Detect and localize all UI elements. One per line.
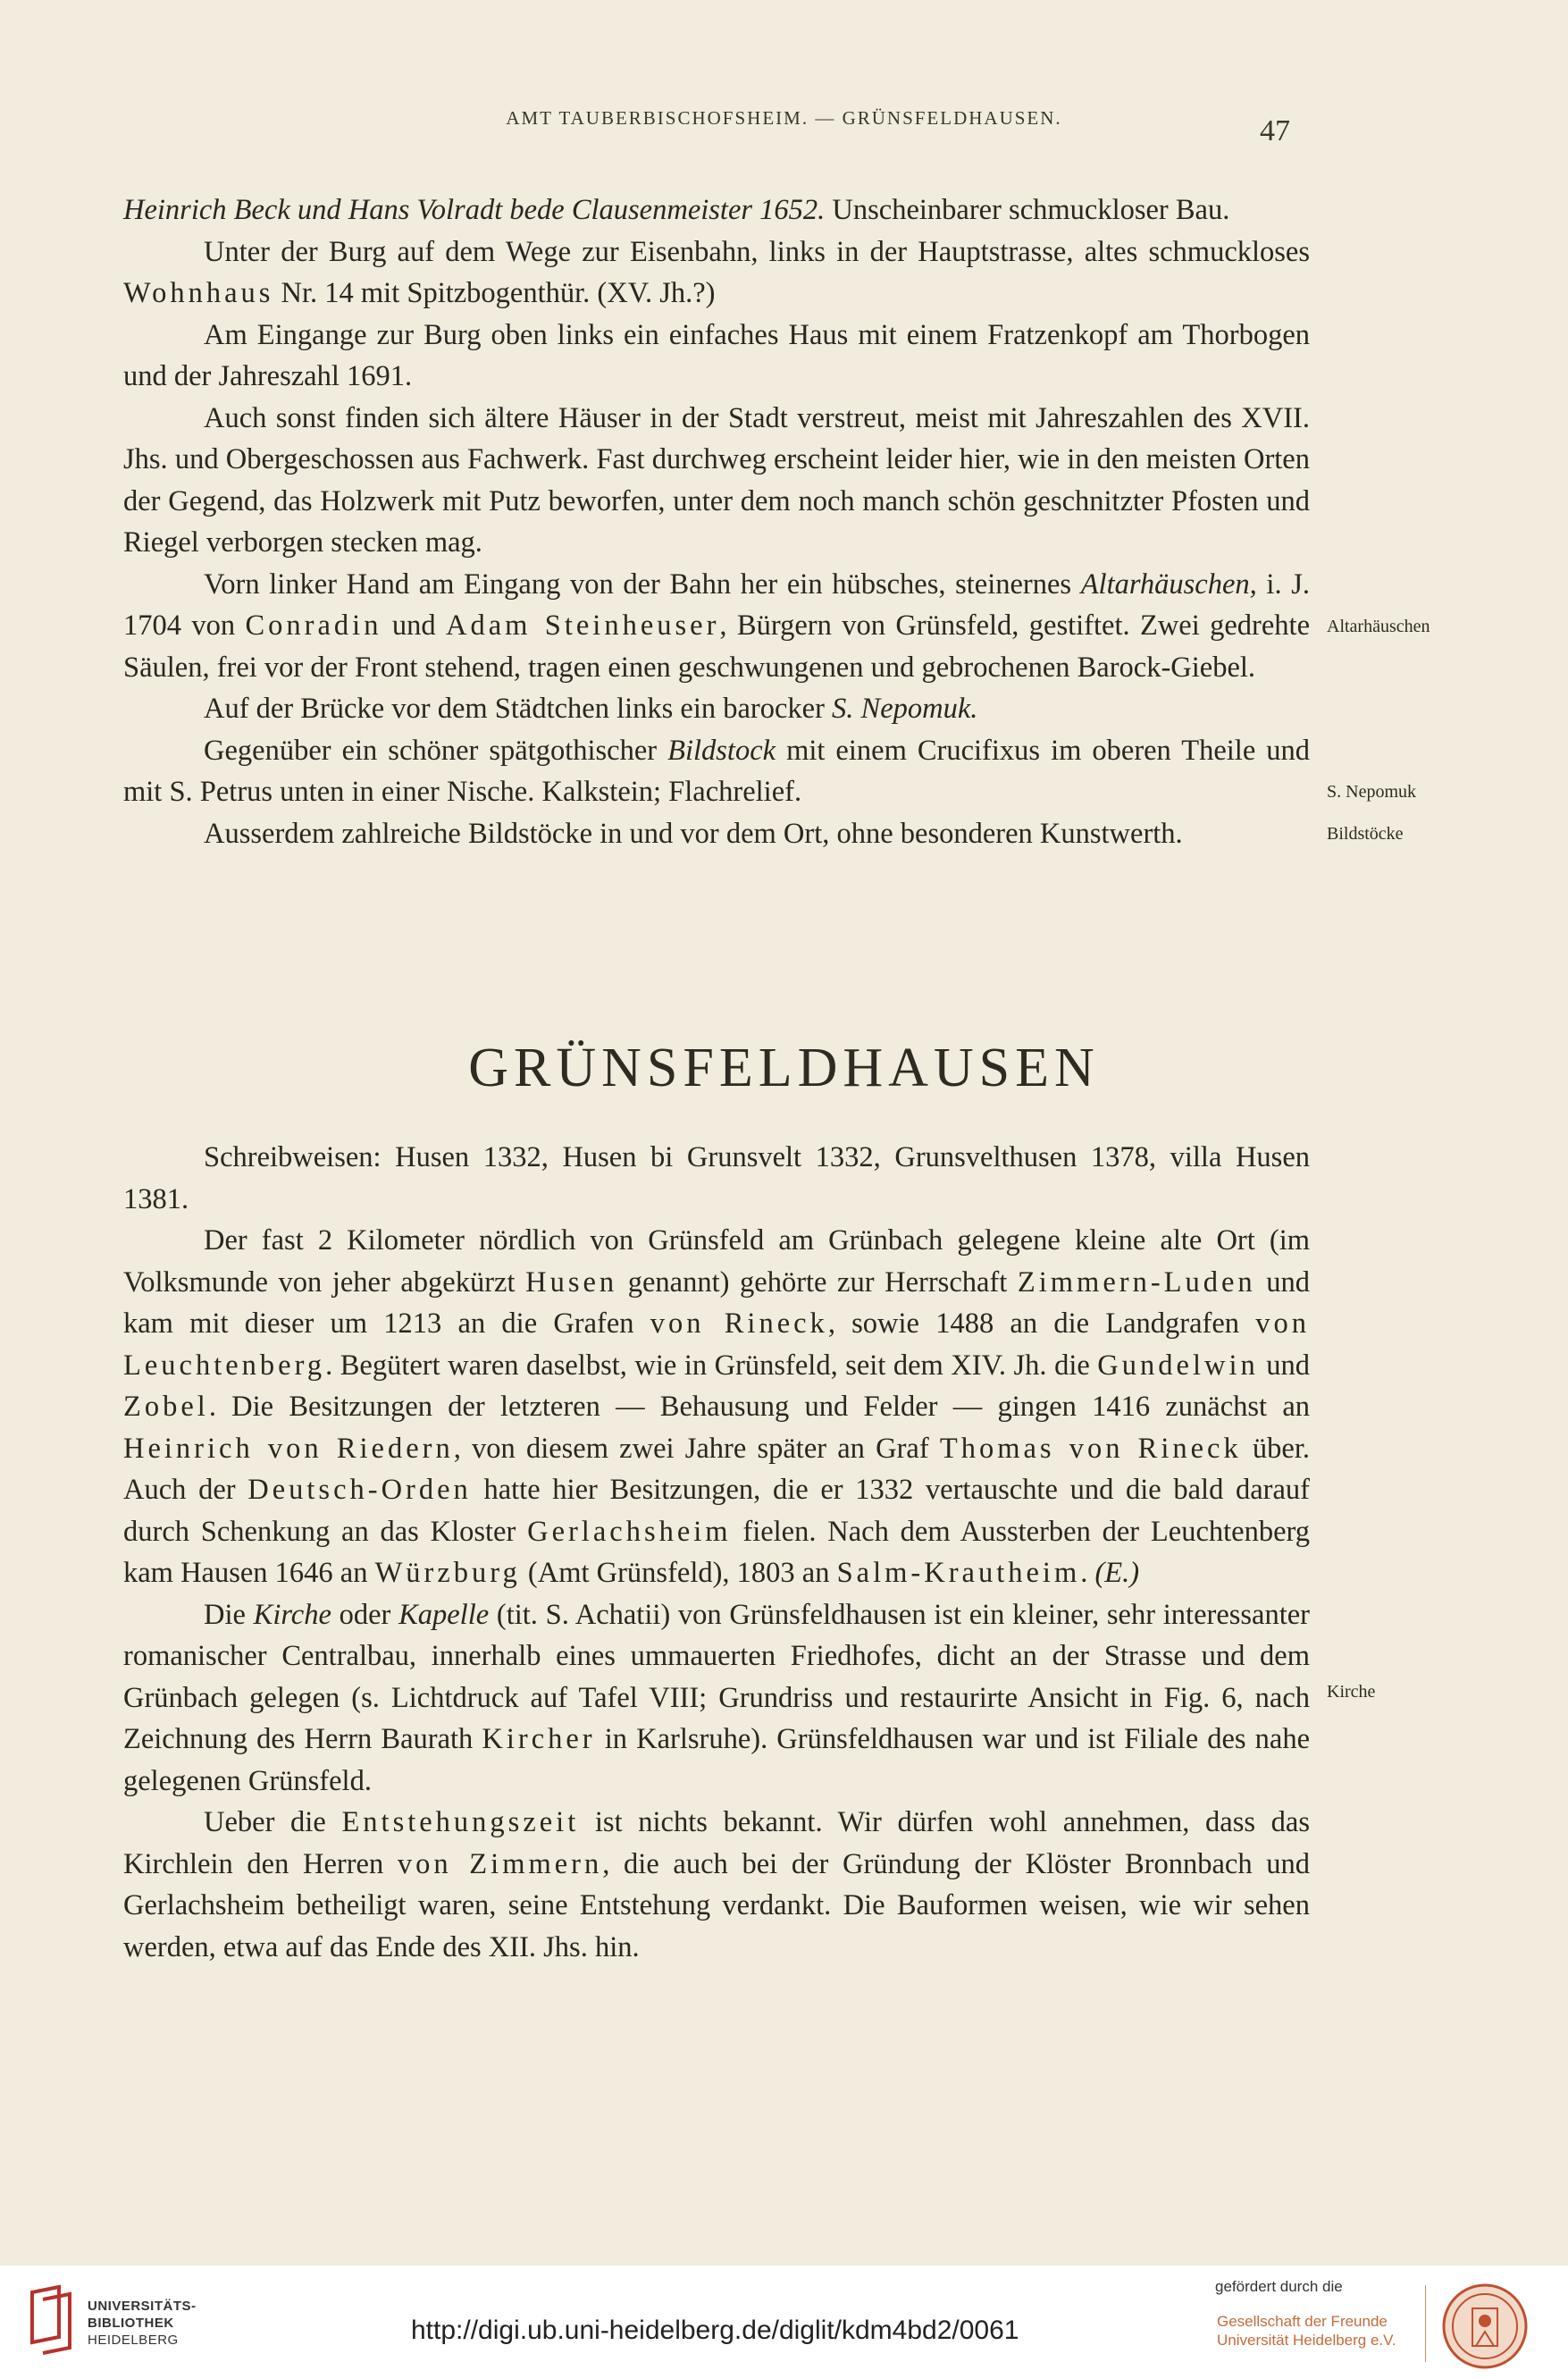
spaced-text: Adam Steinheuser <box>445 609 720 642</box>
text: und <box>1258 1349 1310 1382</box>
sponsor-name <box>1217 2312 1396 2350</box>
text: in Karlsruhe). Grünsfeldhausen war und ist Filiale des nahe gelegenen Grünsfeld. <box>123 1723 1310 1797</box>
text: Ueber die <box>204 1806 342 1838</box>
paragraph: Auch sonst finden sich ältere Häuser in der Stadt verstreut, meist mit Jahreszahlen des XVII. Jhs. und Obergeschossen aus Fachwerk. Fast durchweg erscheint leider hier, wie in den meisten Orten der Gegend, das Holzwerk mit Putz beworfen, unter dem noch manch schön geschnitzter Pfosten und Riegel verborgen stecken mag. <box>123 401 1310 559</box>
library-name-line2: BIBLIOTHEK <box>88 2316 174 2331</box>
text: und kam mit dieser um 1213 an die Grafen <box>123 1265 1311 1340</box>
italic-text: Altarhäuschen, <box>1080 567 1257 601</box>
university-seal-icon <box>1440 2282 1530 2371</box>
spaced-text: von Rineck <box>650 1307 828 1340</box>
text: (tit. S. Achatii) von Grünsfeldhausen ist ein kleiner, sehr interessanter romanischer Centralbau, innerhalb eines ummauerten Friedhofes, dicht an der Strasse und dem Grünbach gelegen (s. Lichtdruck auf Tafel VIII; Grundriss und restaurirte Ansicht in Fig. 6, nach Zeichnung des Herrn Baurath <box>123 1598 1310 1755</box>
bottom-section-text <box>123 1137 1310 1968</box>
italic-text: Kirche <box>253 1598 331 1631</box>
paragraph: Am Eingange zur Burg oben links ein einfaches Haus mit einem Fratzenkopf am Thorbogen und der Jahreszahl 1691. <box>123 318 1310 392</box>
page-number: 47 <box>1260 114 1290 147</box>
spaced-text: Heinrich von Riedern <box>123 1432 454 1465</box>
top-section-text <box>123 189 1310 854</box>
paragraph <box>123 231 1310 315</box>
text: Auf der Brücke vor dem Städtchen links ein barocker <box>204 693 833 725</box>
text: , sowie 1488 an die Landgrafen <box>827 1307 1256 1340</box>
spaced-text: Kircher <box>482 1723 596 1755</box>
text: Der fast 2 Kilometer nördlich von Grünsfeld am Grünbach gelegene kleine alte Ort (im Volksmunde von jeher abgekürzt <box>123 1224 1310 1299</box>
section-heading: GRÜNSFELDHAUSEN <box>468 1038 1100 1098</box>
italic-text: S. Nepomuk. <box>832 693 978 725</box>
footer-divider <box>1425 2285 1426 2362</box>
text: Unter der Burg auf dem Wege zur Eisenbahn, links in der Hauptstrasse, altes schmuckloses <box>204 235 1310 268</box>
paragraph <box>123 730 1310 813</box>
sponsor-label: gefördert durch die <box>1215 2278 1343 2295</box>
spaced-text: Husen <box>525 1265 618 1299</box>
running-head: AMT TAUBERBISCHOFSHEIM. — GRÜNSFELDHAUSEN. <box>506 107 1062 129</box>
spaced-text: Gerlachsheim <box>527 1515 732 1548</box>
spaced-text: Salm-Krautheim <box>836 1557 1081 1589</box>
library-name-line3: HEIDELBERG <box>88 2333 179 2348</box>
italic-text: Heinrich Beck und Hans Volradt bede Clausenmeister 1652. <box>123 194 826 226</box>
spaced-text: Entstehungszeit <box>341 1806 580 1838</box>
text: (Amt Grünsfeld), 1803 an <box>520 1557 837 1589</box>
text: über. Auch der <box>123 1432 1310 1506</box>
paragraph <box>123 564 1310 689</box>
margin-note-altarhaeuschen: Altarhäuschen <box>1327 617 1430 636</box>
spaced-text: Conradin <box>245 609 382 642</box>
text: Nr. 14 mit Spitzbogenthür. (XV. Jh.?) <box>273 277 716 309</box>
paragraph: Ausserdem zahlreiche Bildstöcke in und vor dem Ort, ohne besonderen Kunstwerth. <box>204 817 1183 850</box>
text: hatte hier Besitzungen, die er 1332 vertauschte und die bald darauf durch Schenkung an das Kloster <box>123 1474 1310 1548</box>
text: genannt) gehörte zur Herrschaft <box>617 1265 1018 1299</box>
text: . <box>1080 1557 1095 1589</box>
text: , Bürgern von Grünsfeld, gestiftet. Zwei gedrehte Säulen, frei vor der Front stehend, tragen einen geschwungenen und gebrochenen Barock-Giebel. <box>123 609 1310 684</box>
paragraph: Schreibweisen: Husen 1332, Husen bi Grunsvelt 1332, Grunsvelthusen 1378, villa Husen 1381. <box>123 1141 1310 1215</box>
text: Die <box>204 1598 254 1631</box>
spaced-text: Zimmern-Luden <box>1017 1265 1256 1299</box>
spaced-text: von Zimmern <box>397 1847 603 1880</box>
spaced-text: Thomas von Rineck <box>939 1432 1242 1465</box>
paragraph <box>123 688 1310 730</box>
text: Vorn linker Hand am Eingang von der Bahn her ein hübsches, steinernes <box>204 567 1081 601</box>
sponsor-name-line1: Gesellschaft der Freunde <box>1217 2313 1388 2330</box>
text: . Begütert waren daselbst, wie in Grünsfeld, seit dem XIV. Jh. die <box>325 1349 1098 1382</box>
text: . Die Besitzungen der letzteren — Behausung und Felder — gingen 1416 zunächst an <box>208 1391 1310 1423</box>
text: , von diesem zwei Jahre später an Graf <box>453 1432 940 1465</box>
italic-text: Kapelle <box>398 1598 490 1631</box>
text: Gegenüber ein schöner spätgothischer <box>204 734 668 767</box>
footer-bar <box>0 2266 1568 2379</box>
text: oder <box>331 1598 399 1631</box>
library-logo-icon <box>25 2283 79 2355</box>
text: fielen. Nach dem Aussterben der Leuchtenberg kam Hausen 1646 an <box>123 1515 1310 1589</box>
text: ist nichts bekannt. Wir dürfen wohl annehmen, dass das Kirchlein den Herren <box>123 1806 1310 1880</box>
margin-note-kirche: Kirche <box>1327 1682 1376 1702</box>
sponsor-name-line2: Universität Heidelberg e.V. <box>1217 2332 1396 2349</box>
margin-note-bildstoecke: Bildstöcke <box>1327 824 1404 844</box>
spaced-text: Gundelwin <box>1097 1349 1259 1382</box>
spaced-text: von Leuchtenberg <box>123 1307 1310 1382</box>
spaced-text: Wohnhaus <box>123 277 274 309</box>
paragraph <box>123 1802 1310 1968</box>
library-name <box>88 2298 197 2349</box>
text: Unscheinbarer schmuckloser Bau. <box>825 194 1230 226</box>
text: i. J. 1704 von <box>123 567 1310 642</box>
paragraph <box>123 1220 1310 1594</box>
paragraph <box>123 189 1310 231</box>
italic-text: (E.) <box>1094 1557 1140 1589</box>
margin-note-nepomuk: S. Nepomuk <box>1327 782 1416 802</box>
spaced-text: Deutsch-Orden <box>247 1474 472 1506</box>
spaced-text: Zobel <box>123 1391 209 1423</box>
text: , die auch bei der Gründung der Klöster Bronnbach und Gerlachsheim betheiligt waren, seine Entstehung verdankt. Die Bauformen weisen, wie wir sehen werden, etwa auf das Ende des XII. Jhs. hin. <box>123 1847 1310 1963</box>
spaced-text: Würzburg <box>374 1557 521 1589</box>
text: mit einem Crucifixus im oberen Theile und mit S. Petrus unten in einer Nische. Kalkstein; Flachrelief. <box>123 734 1311 808</box>
library-name-line1: UNIVERSITÄTS- <box>88 2299 197 2314</box>
permalink-url[interactable]: http://digi.ub.uni-heidelberg.de/diglit/kdm4bd2/0061 <box>411 2316 1019 2345</box>
paragraph <box>123 1594 1310 1803</box>
text: und <box>382 609 446 642</box>
italic-text: Bildstock <box>667 734 776 767</box>
